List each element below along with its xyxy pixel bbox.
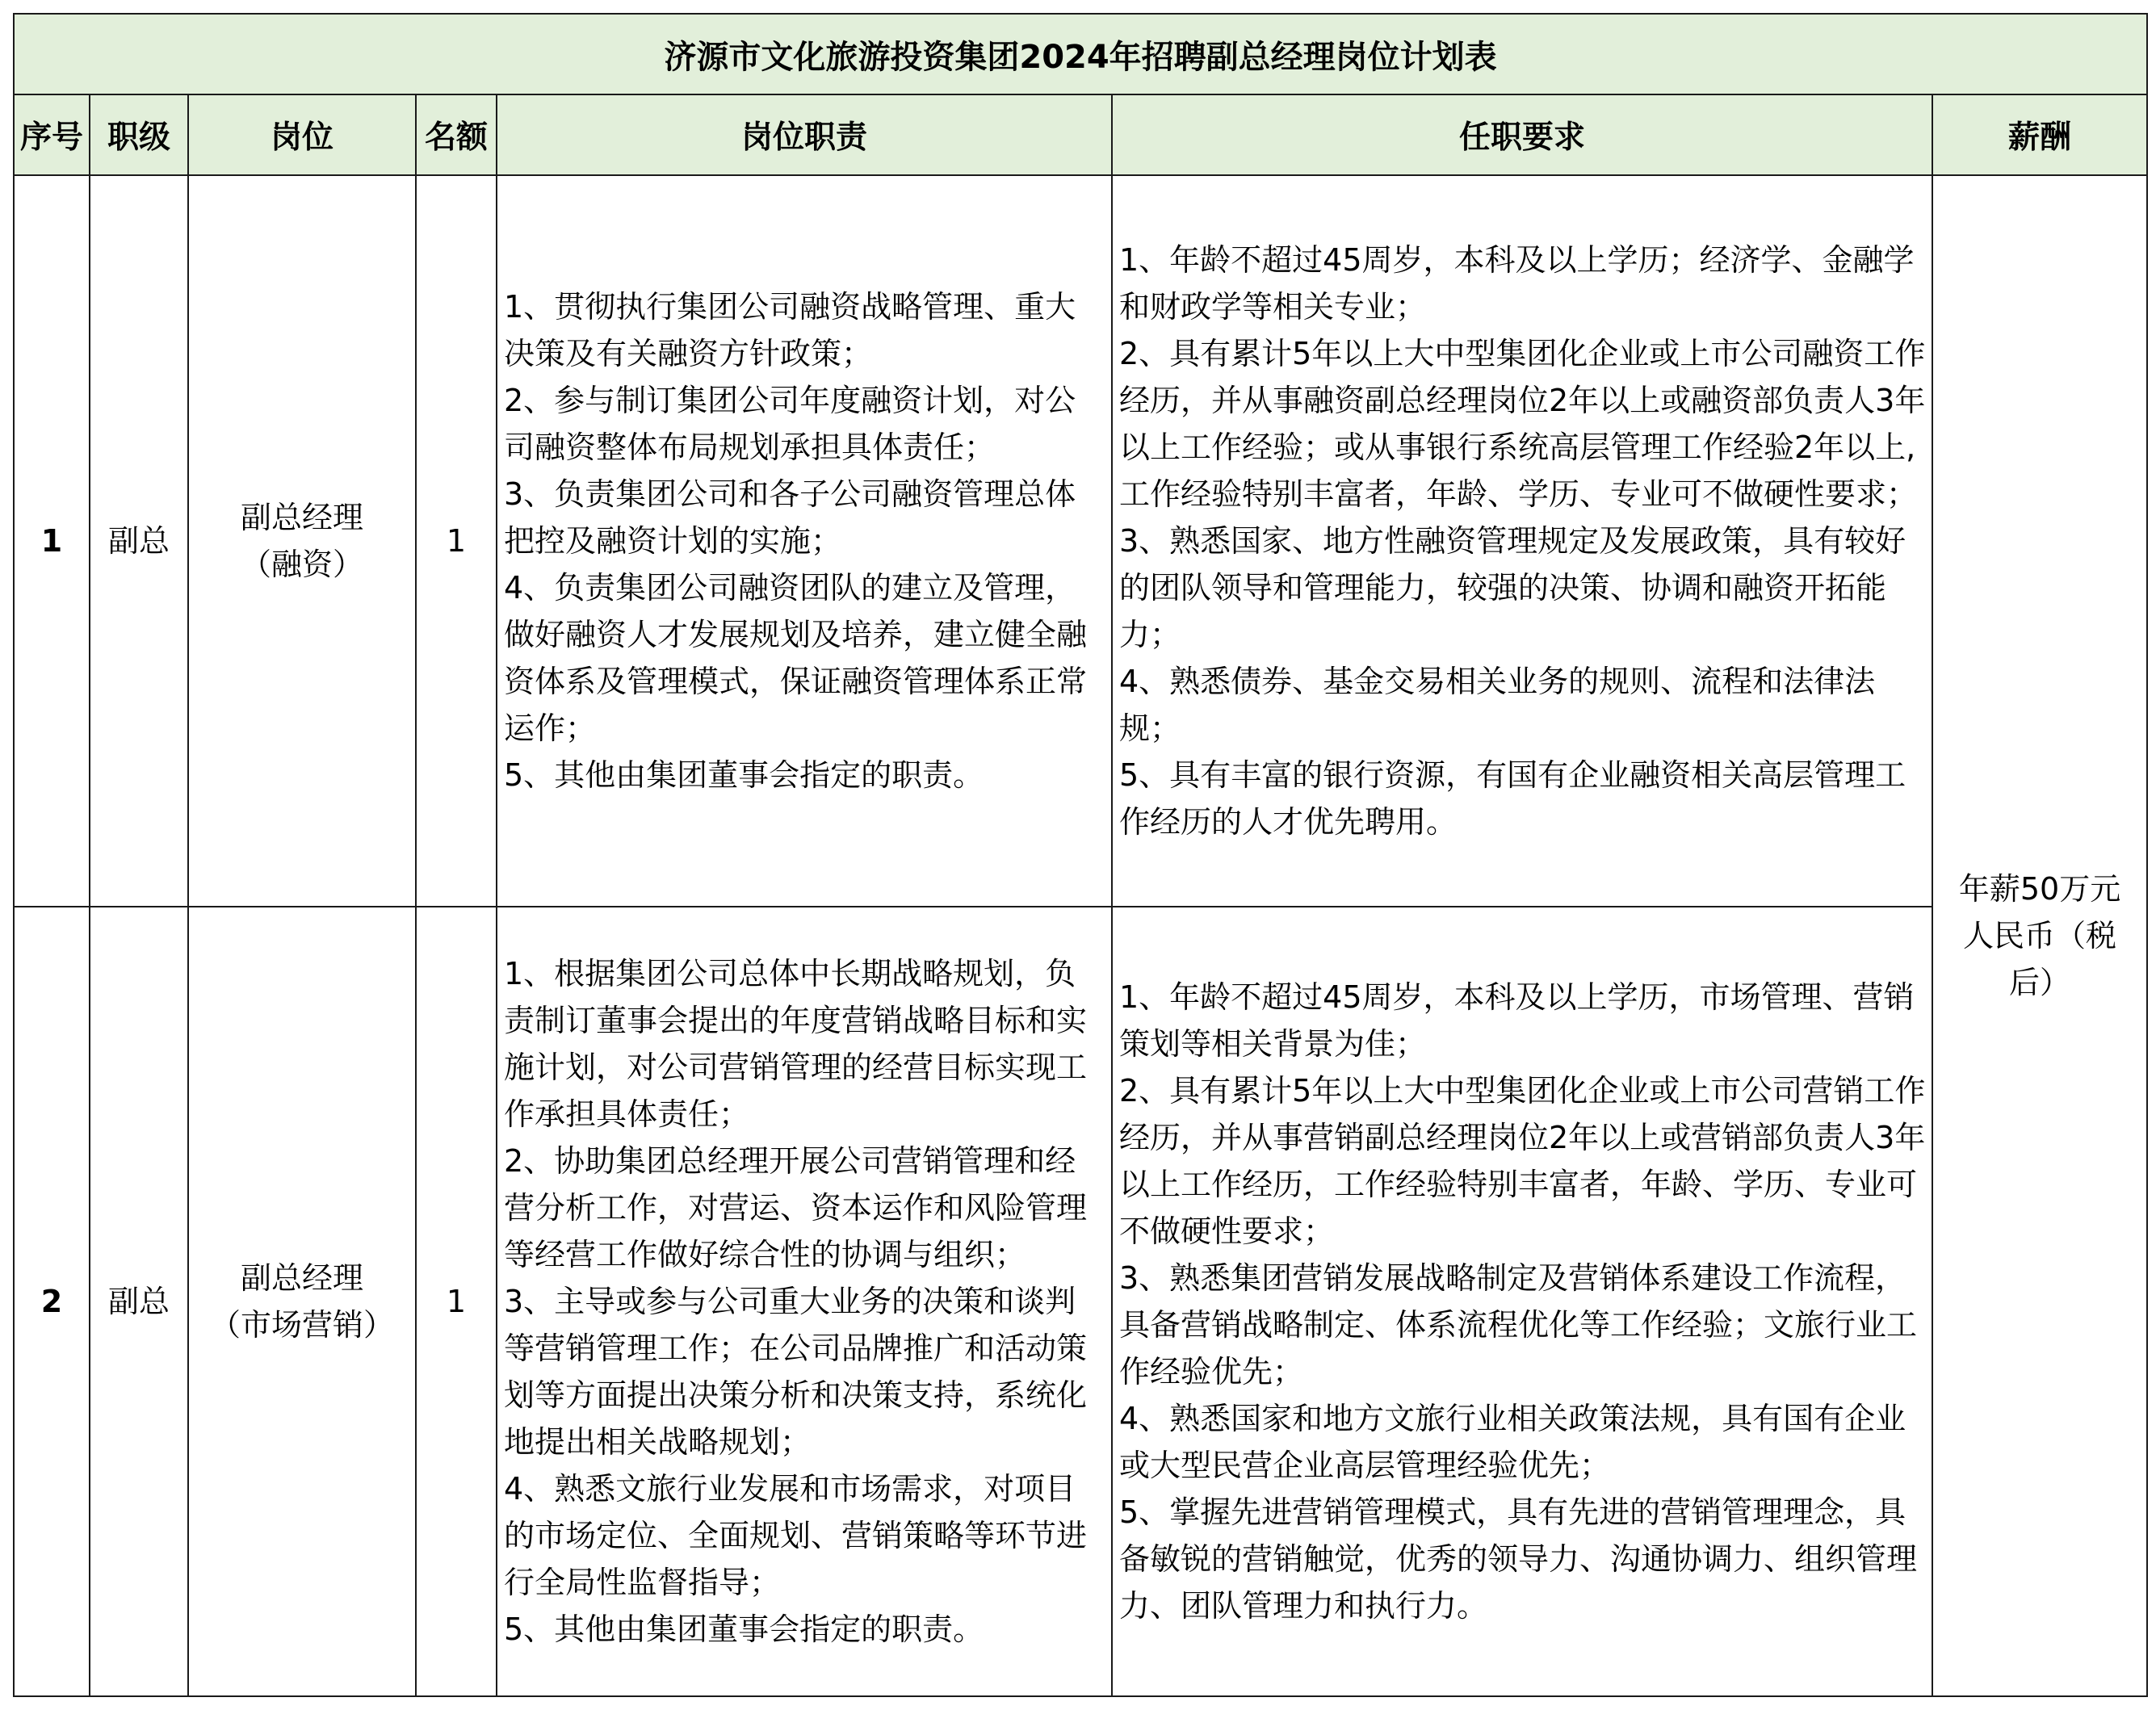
table-title: 济源市文化旅游投资集团2024年招聘副总经理岗位计划表 <box>14 14 2147 94</box>
header-level: 职级 <box>90 94 188 175</box>
duty-item: 2、参与制订集团公司年度融资计划，对公司融资整体布局规划承担具体责任； <box>504 383 1076 465</box>
position-subtitle: （市场营销） <box>209 1307 394 1343</box>
duty-item: 3、负责集团公司和各子公司融资管理总体把控及融资计划的实施； <box>504 476 1076 559</box>
requirement-item: 4、熟悉债券、基金交易相关业务的规则、流程和法律法规； <box>1119 664 1876 746</box>
requirement-item: 2、具有累计5年以上大中型集团化企业或上市公司营销工作经历，并从事营销副总经理岗位2年以上或营销部负责人3年以上工作经历，工作经验特别丰富者，年龄、学历、专业可不做硬性要求； <box>1119 1073 1926 1249</box>
table-row <box>14 907 2147 1696</box>
row-requirements <box>1112 907 1932 1696</box>
row-level: 副总 <box>90 907 188 1696</box>
duty-item: 3、主导或参与公司重大业务的决策和谈判等营销管理工作；在公司品牌推广和活动策划等方面提出决策分析和决策支持，系统化地提出相关战略规划； <box>504 1284 1088 1460</box>
row-position <box>188 175 416 907</box>
row-seq: 1 <box>14 175 90 907</box>
row-requirements <box>1112 175 1932 907</box>
duty-item: 5、其他由集团董事会指定的职责。 <box>504 757 984 793</box>
duty-item: 5、其他由集团董事会指定的职责。 <box>504 1612 984 1647</box>
row-quota: 1 <box>416 175 497 907</box>
row-quota: 1 <box>416 907 497 1696</box>
table-row <box>14 175 2147 907</box>
requirement-item: 1、年龄不超过45周岁，本科及以上学历，市场管理、营销策划等相关背景为佳； <box>1119 979 1915 1062</box>
row-duties <box>497 175 1112 907</box>
requirement-item: 4、熟悉国家和地方文旅行业相关政策法规，具有国有企业或大型民营企业高层管理经验优先； <box>1119 1401 1906 1483</box>
requirement-item: 3、熟悉国家、地方性融资管理规定及发展政策，具有较好的团队领导和管理能力，较强的决策、协调和融资开拓能力； <box>1119 523 1906 652</box>
requirement-item: 1、年龄不超过45周岁，本科及以上学历；经济学、金融学和财政学等相关专业； <box>1119 242 1915 325</box>
row-level: 副总 <box>90 175 188 907</box>
duty-item: 2、协助集团总经理开展公司营销管理和经营分析工作，对营运、资本运作和风险管理等经营工作做好综合性的协调与组织； <box>504 1143 1088 1272</box>
duty-item: 1、贯彻执行集团公司融资战略管理、重大决策及有关融资方针政策； <box>504 289 1076 371</box>
header-quota: 名额 <box>416 94 497 175</box>
row-seq: 2 <box>14 907 90 1696</box>
position-title: 副总经理 <box>240 500 363 535</box>
recruitment-plan-table <box>13 13 2148 1697</box>
row-duties <box>497 907 1112 1696</box>
duty-item: 4、负责集团公司融资团队的建立及管理，做好融资人才发展规划及培养，建立健全融资体系及管理模式，保证融资管理体系正常运作； <box>504 570 1088 746</box>
position-subtitle: （融资） <box>240 547 363 582</box>
header-position: 岗位 <box>188 94 416 175</box>
duty-item: 1、根据集团公司总体中长期战略规划，负责制订董事会提出的年度营销战略目标和实施计划，对公司营销管理的经营目标实现工作承担具体责任； <box>504 956 1088 1132</box>
duty-item: 4、熟悉文旅行业发展和市场需求，对项目的市场定位、全面规划、营销策略等环节进行全局性监督指导； <box>504 1471 1088 1600</box>
requirement-item: 3、熟悉集团营销发展战略制定及营销体系建设工作流程，具备营销战略制定、体系流程优化等工作经验；文旅行业工作经验优先； <box>1119 1260 1918 1389</box>
position-title: 副总经理 <box>240 1260 363 1296</box>
requirement-item: 2、具有累计5年以上大中型集团化企业或上市公司融资工作经历，并从事融资副总经理岗位2年以上或融资部负责人3年以上工作经验；或从事银行系统高层管理工作经验2年以上,工作经验特别丰富者，年龄、学历、专业可不做硬性要求； <box>1119 336 1926 512</box>
salary-cell: 年薪50万元人民币（税后） <box>1932 175 2147 1696</box>
requirement-item: 5、具有丰富的银行资源，有国有企业融资相关高层管理工作经历的人才优先聘用。 <box>1119 757 1906 840</box>
row-position <box>188 907 416 1696</box>
header-duties: 岗位职责 <box>497 94 1112 175</box>
header-row <box>14 94 2147 175</box>
header-seq: 序号 <box>14 94 90 175</box>
header-requirements: 任职要求 <box>1112 94 1932 175</box>
requirement-item: 5、掌握先进营销管理模式，具有先进的营销管理理念，具备敏锐的营销触觉，优秀的领导力、沟通协调力、组织管理力、团队管理力和执行力。 <box>1119 1494 1918 1624</box>
header-salary: 薪酬 <box>1932 94 2147 175</box>
